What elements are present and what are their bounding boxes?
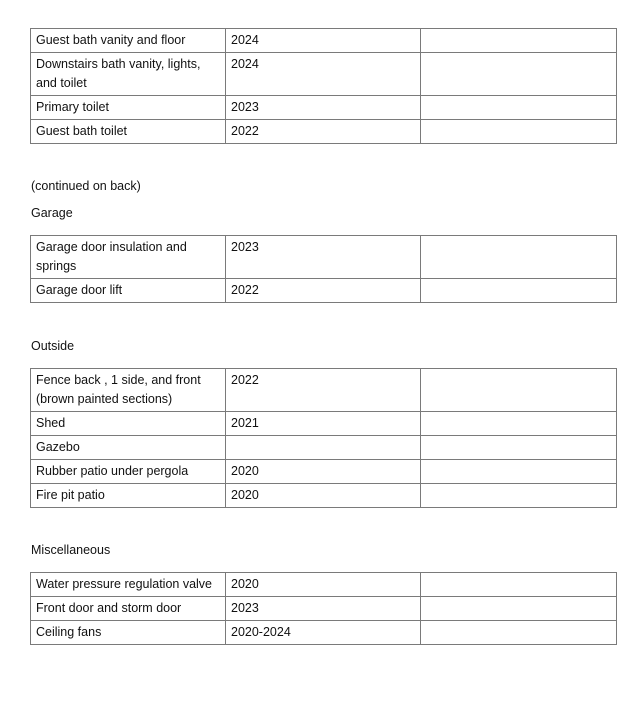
notes-cell xyxy=(421,597,617,621)
year-cell: 2020 xyxy=(226,484,421,508)
notes-cell xyxy=(421,53,617,96)
table-row xyxy=(31,369,617,412)
item-cell: Gazebo xyxy=(31,436,226,460)
item-cell: Primary toilet xyxy=(31,96,226,120)
item-cell: Front door and storm door xyxy=(31,597,226,621)
year-cell: 2021 xyxy=(226,412,421,436)
year-cell: 2020 xyxy=(226,573,421,597)
miscellaneous-table xyxy=(30,572,617,645)
year-cell: 2023 xyxy=(226,236,421,279)
item-cell: Fire pit patio xyxy=(31,484,226,508)
notes-cell xyxy=(421,236,617,279)
notes-cell xyxy=(421,412,617,436)
year-cell: 2020 xyxy=(226,460,421,484)
item-cell: Guest bath vanity and floor xyxy=(31,29,226,53)
item-cell: Ceiling fans xyxy=(31,621,226,645)
garage-table xyxy=(30,235,617,303)
year-cell: 2023 xyxy=(226,597,421,621)
item-cell: Fence back , 1 side, and front (brown painted sections) xyxy=(31,369,226,412)
year-cell: 2024 xyxy=(226,53,421,96)
table-row xyxy=(31,436,617,460)
table-row xyxy=(31,412,617,436)
table-row xyxy=(31,236,617,279)
table-row xyxy=(31,460,617,484)
year-cell: 2022 xyxy=(226,120,421,144)
table-row xyxy=(31,597,617,621)
table-row xyxy=(31,573,617,597)
year-cell: 2024 xyxy=(226,29,421,53)
notes-cell xyxy=(421,436,617,460)
bath-table xyxy=(30,28,617,144)
table-row xyxy=(31,484,617,508)
year-cell xyxy=(226,436,421,460)
miscellaneous-heading: Miscellaneous xyxy=(31,543,111,557)
year-cell: 2020-2024 xyxy=(226,621,421,645)
outside-table xyxy=(30,368,617,508)
item-cell: Garage door insulation and springs xyxy=(31,236,226,279)
table-row xyxy=(31,621,617,645)
notes-cell xyxy=(421,96,617,120)
table-row xyxy=(31,53,617,96)
item-cell: Downstairs bath vanity, lights, and toilet xyxy=(31,53,226,96)
outside-heading: Outside xyxy=(31,339,75,353)
table-row xyxy=(31,29,617,53)
year-cell: 2022 xyxy=(226,369,421,412)
item-cell: Water pressure regulation valve xyxy=(31,573,226,597)
notes-cell xyxy=(421,120,617,144)
item-cell: Shed xyxy=(31,412,226,436)
notes-cell xyxy=(421,460,617,484)
garage-heading: Garage xyxy=(31,206,73,220)
table-row xyxy=(31,120,617,144)
item-cell: Rubber patio under pergola xyxy=(31,460,226,484)
notes-cell xyxy=(421,484,617,508)
table-row xyxy=(31,279,617,303)
notes-cell xyxy=(421,29,617,53)
notes-cell xyxy=(421,369,617,412)
item-cell: Garage door lift xyxy=(31,279,226,303)
item-cell: Guest bath toilet xyxy=(31,120,226,144)
year-cell: 2022 xyxy=(226,279,421,303)
notes-cell xyxy=(421,573,617,597)
notes-cell xyxy=(421,279,617,303)
continued-note: (continued on back) xyxy=(31,179,141,193)
table-row xyxy=(31,96,617,120)
notes-cell xyxy=(421,621,617,645)
year-cell: 2023 xyxy=(226,96,421,120)
